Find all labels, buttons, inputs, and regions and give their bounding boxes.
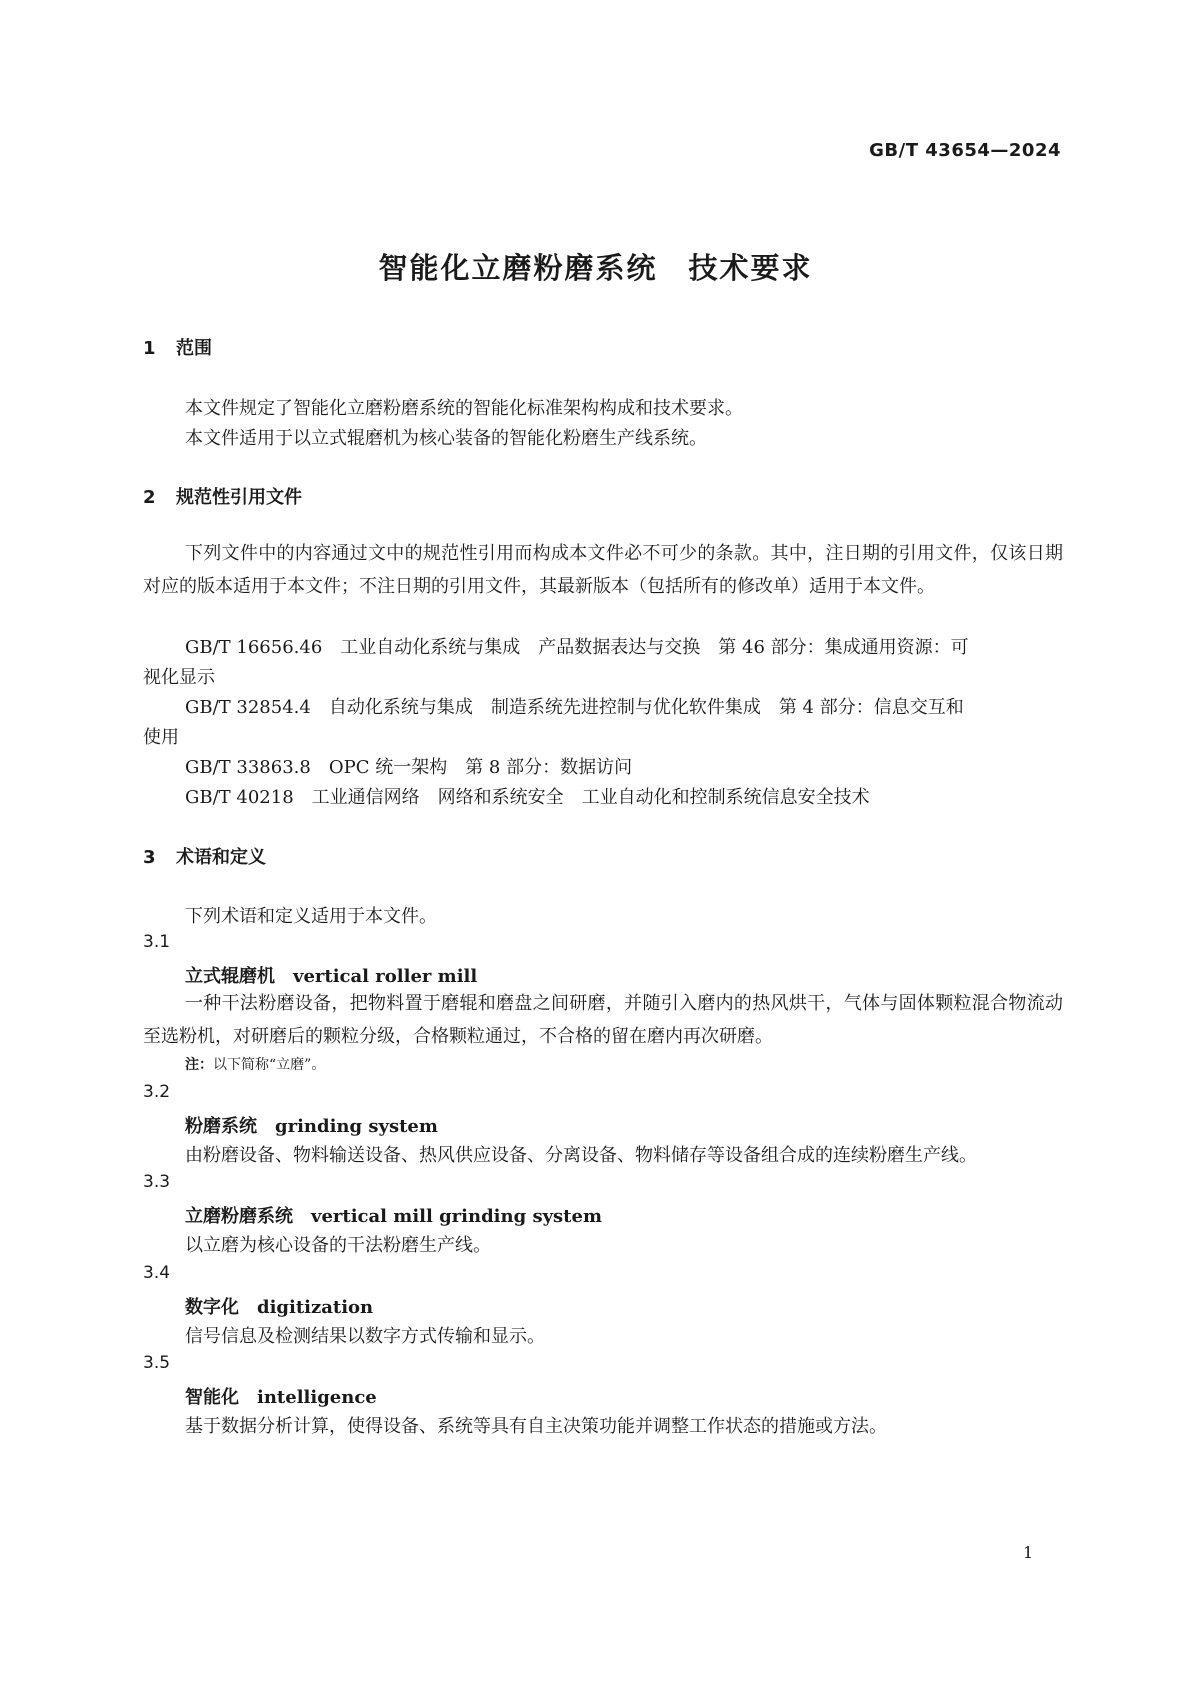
term-english: digitization [257, 1297, 374, 1318]
paragraph: 本文件适用于以立式辊磨机为核心装备的智能化粉磨生产线系统。 [185, 428, 707, 449]
reference-item: GB/T 40218 工业通信网络 网络和系统安全 工业自动化和控制系统信息安全技术 [185, 787, 870, 808]
section-title: 范围 [176, 338, 212, 359]
reference-item-continuation: 视化显示 [143, 667, 215, 688]
reference-item: GB/T 16656.46 工业自动化系统与集成 产品数据表达与交换 第 46 部分：集成通用资源：可 [185, 637, 969, 658]
section-heading-refs [143, 483, 302, 509]
reference-item-continuation: 使用 [143, 727, 179, 748]
term-number: 3.3 [143, 1172, 171, 1192]
term-chinese: 智能化 [185, 1387, 239, 1408]
term-number: 3.1 [143, 932, 171, 952]
section-title: 规范性引用文件 [176, 487, 302, 508]
note-label: 注： [185, 1057, 213, 1073]
section-number: 2 [143, 487, 156, 508]
section-number: 1 [143, 338, 156, 359]
term-definition: 一种干法粉磨设备，把物料置于磨辊和磨盘之间研磨，并随引入磨内的热风烘干，气体与固体颗粒混合物流动至选粉机，对研磨后的颗粒分级，合格颗粒通过，不合格的留在磨内再次研磨。 [143, 993, 1063, 1047]
term-definition: 以立磨为核心设备的干法粉磨生产线。 [185, 1235, 491, 1256]
term-english: intelligence [257, 1387, 377, 1408]
term-entry [185, 962, 477, 988]
standard-code: GB/T 43654—2024 [869, 140, 1061, 161]
section-heading-scope [143, 334, 212, 360]
term-definition: 由粉磨设备、物料输送设备、热风供应设备、分离设备、物料储存等设备组合成的连续粉磨生产线。 [185, 1145, 977, 1166]
section-title: 术语和定义 [176, 847, 266, 868]
refs-intro-paragraph: 下列文件中的内容通过文中的规范性引用而构成本文件必不可少的条款。其中，注日期的引用文件，仅该日期对应的版本适用于本文件；不注日期的引用文件，其最新版本（包括所有的修改单）适用于本文件。 [143, 543, 1063, 597]
term-definition: 基于数据分析计算，使得设备、系统等具有自主决策功能并调整工作状态的措施或方法。 [185, 1416, 887, 1437]
reference-item: GB/T 32854.4 自动化系统与集成 制造系统先进控制与优化软件集成 第 4 部分：信息交互和 [185, 697, 964, 718]
term-entry [185, 1112, 438, 1138]
term-english: vertical mill grinding system [311, 1206, 602, 1227]
term-chinese: 粉磨系统 [185, 1116, 257, 1137]
page-number: 1 [1023, 1543, 1034, 1562]
term-number: 3.4 [143, 1263, 171, 1283]
terms-intro: 下列术语和定义适用于本文件。 [185, 906, 437, 927]
term-number: 3.2 [143, 1082, 171, 1102]
reference-item: GB/T 33863.8 OPC 统一架构 第 8 部分：数据访问 [185, 757, 633, 778]
term-note [185, 1054, 325, 1074]
paragraph: 本文件规定了智能化立磨粉磨系统的智能化标准架构构成和技术要求。 [185, 398, 743, 419]
section-number: 3 [143, 847, 156, 868]
term-entry [185, 1202, 602, 1228]
term-english: grinding system [275, 1116, 438, 1137]
term-chinese: 数字化 [185, 1297, 239, 1318]
term-number: 3.5 [143, 1353, 171, 1373]
term-definition: 信号信息及检测结果以数字方式传输和显示。 [185, 1326, 545, 1347]
document-title: 智能化立磨粉磨系统 技术要求 [378, 251, 813, 285]
section-heading-terms [143, 843, 266, 869]
term-english: vertical roller mill [293, 966, 478, 987]
term-entry [185, 1383, 377, 1409]
term-entry [185, 1293, 373, 1319]
term-chinese: 立磨粉磨系统 [185, 1206, 293, 1227]
note-text: 以下简称“立磨”。 [213, 1057, 326, 1073]
term-chinese: 立式辊磨机 [185, 966, 275, 987]
